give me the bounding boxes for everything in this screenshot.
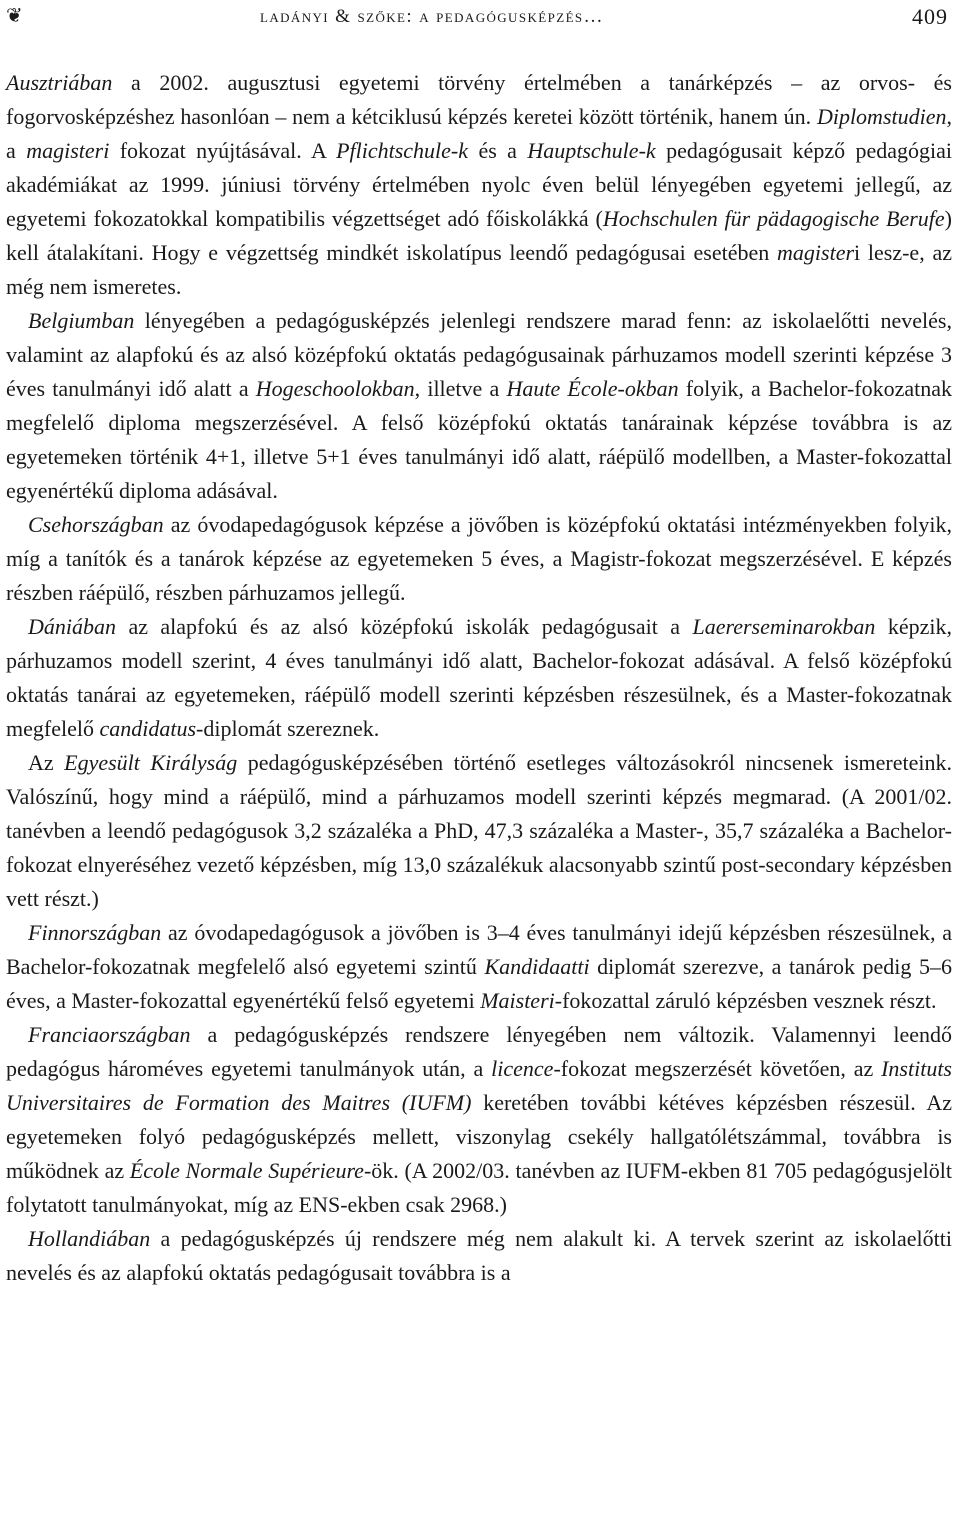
fleuron-icon: ❦ xyxy=(6,5,23,27)
paragraph-france: Franciaországban a pedagógusképzés rendszere lényegében nem változik. Valamennyi leendő pedagógus hároméves egyetemi tanulmányok után, a licence-fokozat megszerzését követően, az Instituts Universitaires de Formation des Maitres (IUFM) keretében további kétéves képzésben részesül. Az egyetemeken folyó pedagógusképzés mellett, viszonylag csekély hallgatólétszámmal, továbbra is működnek az École Normale Supérieure-ök. (A 2002/03. tanévben az IUFM-ekben 81 705 pedagógusjelölt folytatott tanulmányokat, míg az ENS-ekben csak 2968.) xyxy=(6,1022,952,1217)
country-name: Egyesült Királyság xyxy=(64,750,238,775)
country-name: Hollandiában xyxy=(28,1226,151,1251)
running-title: ladányi & szőke: a pedagógusképzés… xyxy=(260,6,604,27)
country-name: Franciaországban xyxy=(28,1022,191,1047)
article-body xyxy=(6,66,952,1290)
paragraph-belgium: Belgiumban lényegében a pedagógusképzés jelenlegi rendszere marad fenn: az iskolaelőtti nevelés, valamint az alapfokú és az alsó középfokú oktatás pedagógusainak párhuzamos modell szerinti képzése 3 éves tanulmányi idő alatt a Hogeschoolokban, illetve a Haute École-okban folyik, a Bachelor-fokozatnak megfelelő diploma megszerzésével. A felső középfokú oktatás tanárainak képzése továbbra is az egyetemeken történik 4+1, illetve 5+1 éves tanulmányi idő alatt, ráépülő modellben, a Master-fokozattal egyenértékű diploma adásával. xyxy=(6,308,953,503)
country-name: Ausztriában xyxy=(6,70,113,95)
paragraph-netherlands: Hollandiában a pedagógusképzés új rendszere még nem alakult ki. A tervek szerint az iskolaelőtti nevelés és az alapfokú oktatás pedagógusait továbbra is a xyxy=(6,1226,952,1285)
country-name: Csehországban xyxy=(28,512,164,537)
running-header xyxy=(0,0,960,40)
country-name: Belgiumban xyxy=(28,308,135,333)
paragraph-austria: Ausztriában a 2002. augusztusi egyetemi törvény értelmében a tanárképzés – az orvos- és fogorvosképzéshez hasonlóan – nem a kétciklusú képzés keretei között történik, hanem ún. Diplomstudien, a magisteri fokozat nyújtásával. A Pflichtschule-k és a Hauptschule-k pedagógusait képző pedagógiai akadémiákat az 1999. júniusi törvény értelmében nyolc éven belül lényegében egyetemi jellegű, az egyetemi fokozatokkal kompatibilis végzettséget adó főiskolákká (Hochschulen für pädagogische Berufe) kell átalakítani. Hogy e végzettség mindkét iskolatípus leendő pedagógusai esetében magisteri lesz-e, az még nem ismeretes. xyxy=(6,70,953,299)
paragraph-united-kingdom: Az Egyesült Királyság pedagógusképzésében történő esetleges változásokról nincsenek ismereteink. Valószínű, hogy mind a ráépülő, mind a párhuzamos modell szerinti képzés megmarad. (A 2001/02. tanévben a leendő pedagógusok 3,2 százaléka a PhD, 47,3 százaléka a Master-, 35,7 százaléka a Bachelor-fokozat elnyeréséhez vezető képzésben, míg 13,0 százalékuk alacsonyabb szintű post-secondary képzésben vett részt.) xyxy=(6,750,952,911)
paragraph-finland: Finnországban az óvodapedagógusok a jövőben is 3–4 éves tanulmányi idejű képzésben részesülnek, a Bachelor-fokozatnak megfelelő alsó egyetemi szintű Kandidaatti diplomát szerezve, a tanárok pedig 5–6 éves, a Master-fokozattal egyenértékű felső egyetemi Maisteri-fokozattal záruló képzésben vesznek részt. xyxy=(6,920,952,1013)
country-name: Finnországban xyxy=(28,920,162,945)
country-name: Dániában xyxy=(28,614,116,639)
paragraph-czech: Csehországban az óvodapedagógusok képzése a jövőben is középfokú oktatási intézményekben folyik, míg a tanítók és a tanárok képzése az egyetemeken 5 éves, a Magistr-fokozat megszerzésével. E képzés részben ráépülő, részben párhuzamos jellegű. xyxy=(6,512,952,605)
page-number: 409 xyxy=(912,4,948,29)
paragraph-denmark: Dániában az alapfokú és az alsó középfokú iskolák pedagógusait a Laererseminarokban képzik, párhuzamos modell szerint, 4 éves tanulmányi idő alatt, Bachelor-fokozat adásával. A felső középfokú oktatás tanárai az egyetemeken, ráépülő modell szerinti képzésben részesülnek, és a Master-fokozatnak megfelelő candidatus-diplomát szereznek. xyxy=(6,614,952,741)
